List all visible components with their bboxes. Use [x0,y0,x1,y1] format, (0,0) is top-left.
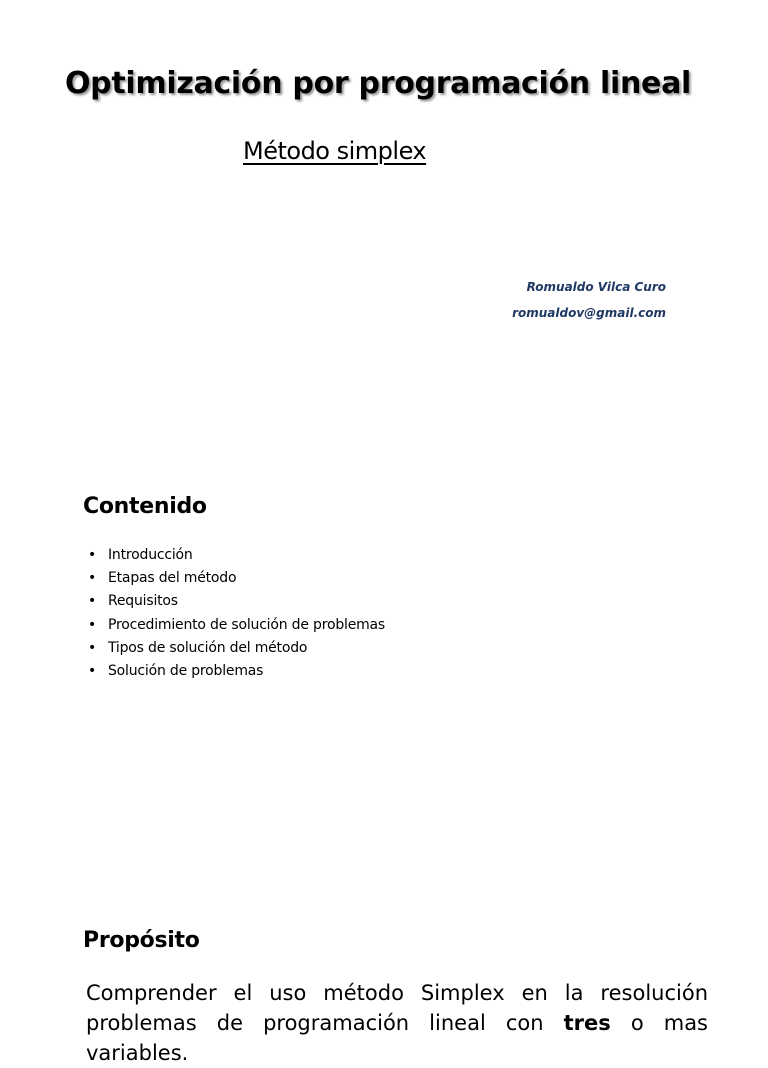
title-slide [0,0,768,460]
list-item-label: Solución de problemas [108,662,264,679]
author-email: romualdov@gmail.com [512,306,666,320]
list-item [88,590,385,613]
contents-heading: Contenido [83,494,207,519]
author-name: Romualdo Vilca Curo [526,280,666,294]
purpose-text-start: Comprender el uso método Simplex en la resolución problemas de programación lineal con [86,981,708,1035]
list-item [88,637,385,660]
bullet-icon: • [88,593,97,610]
list-item-label: Introducción [108,547,193,563]
contents-list [88,544,385,683]
list-item [88,544,385,567]
purpose-slide [0,900,768,1065]
purpose-heading: Propósito [83,928,200,953]
list-item [88,567,385,590]
purpose-text-end: o mas variables. [86,1011,709,1065]
list-item-label: Etapas del método [108,570,237,587]
purpose-text [86,978,708,1068]
bullet-icon: • [88,547,97,563]
list-item-label: Requisitos [108,593,178,610]
list-item [88,614,385,637]
list-item [88,660,385,683]
bullet-icon: • [88,616,97,633]
bullet-icon: • [88,662,97,679]
bullet-icon: • [88,570,97,587]
contents-slide [0,460,768,900]
main-title: Optimización por programación lineal [64,66,692,101]
subtitle: Método simplex [243,137,427,165]
list-item-label: Procedimiento de solución de problemas [108,616,386,633]
list-item-label: Tipos de solución del método [108,639,308,656]
bullet-icon: • [88,639,97,656]
purpose-text-emphasis: tres [563,1011,611,1035]
